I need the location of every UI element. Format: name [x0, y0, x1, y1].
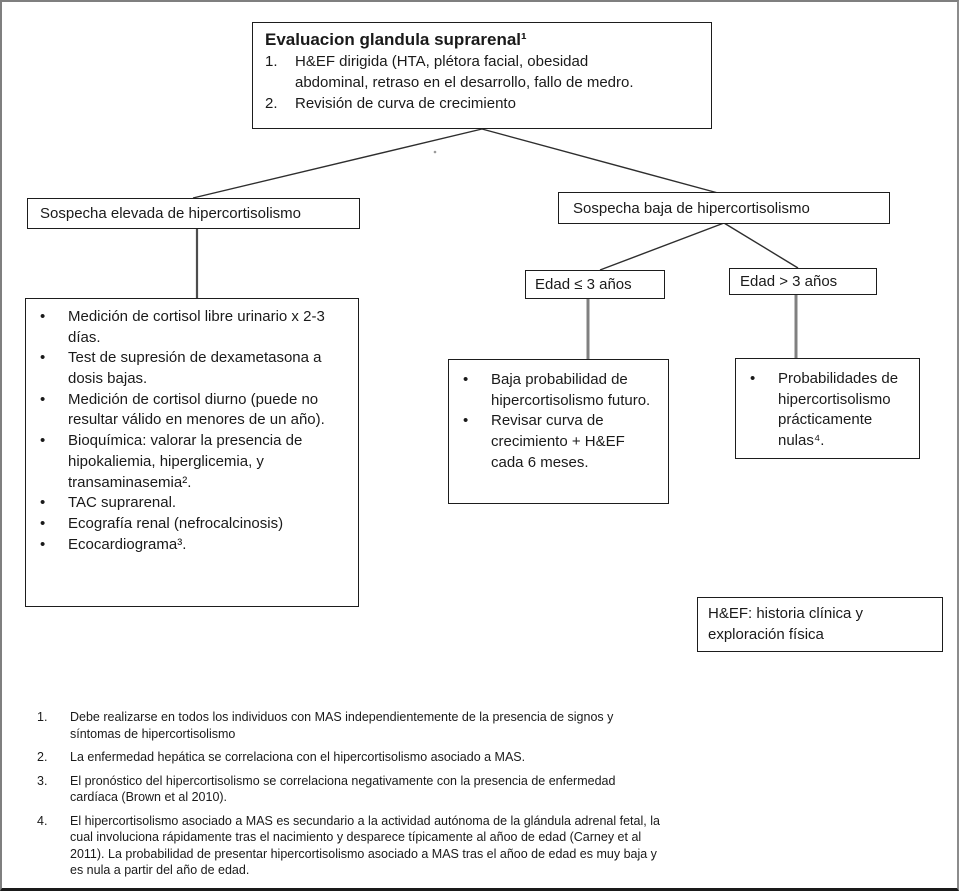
- branch-high-suspicion-box: [27, 198, 360, 229]
- branch-low-suspicion-box: [558, 192, 890, 224]
- age-le3-box: [525, 270, 665, 299]
- bullet-text: Medición de cortisol libre urinario x 2-3 días.: [68, 308, 325, 346]
- bullet-marker: •: [40, 432, 46, 450]
- bullet-item: [40, 493, 352, 514]
- branch-high-label: Sospecha elevada de hipercortisolismo: [40, 205, 301, 222]
- root-box: [252, 22, 712, 129]
- stray-speck: [434, 151, 437, 154]
- bullet-marker: •: [40, 349, 46, 367]
- list-item-number: 2.: [265, 94, 278, 112]
- bullet-item: [40, 431, 352, 493]
- bullet-item: [463, 370, 662, 411]
- footnote-text: Debe realizarse en todos los individuos con MAS independientemente de la presencia de signos y síntomas de hipercortisolismo: [70, 710, 614, 741]
- age-gt3-box: [729, 268, 877, 295]
- root-box-list: [265, 52, 701, 114]
- footnote-number: 3.: [37, 773, 48, 788]
- abbreviation-legend-text: H&EF: historia clínica y exploración física: [708, 605, 864, 643]
- connector-root-to-low: [482, 129, 718, 193]
- bullet-item: [40, 390, 352, 431]
- connector-low-to-age-le3: [600, 223, 724, 270]
- bullet-marker: •: [750, 370, 756, 387]
- list-item: [265, 94, 701, 115]
- bullet-marker: •: [463, 412, 469, 430]
- le3-plan-box: [448, 359, 669, 504]
- bullet-item: [750, 369, 913, 452]
- connector-root-to-high: [193, 129, 482, 198]
- bullet-text: Ecocardiograma³.: [68, 535, 187, 553]
- bullet-text: Medición de cortisol diurno (puede no resultar válido en menores de un año).: [68, 390, 325, 429]
- bullet-marker: •: [40, 494, 46, 512]
- age-le3-label: Edad ≤ 3 años: [535, 276, 632, 293]
- age-gt3-label: Edad > 3 años: [740, 273, 838, 290]
- bullet-item: [463, 411, 662, 473]
- bullet-marker: •: [40, 535, 46, 553]
- footnote-text: El pronóstico del hipercortisolismo se correlaciona negativamente con la presencia de enfermedad cardíaca (Brown et al 2010).: [70, 773, 616, 804]
- bullet-text: Revisar curva de crecimiento + H&EF cada 6 meses.: [491, 412, 625, 471]
- footnote-text: El hipercortisolismo asociado a MAS es secundario a la actividad autónoma de la glándula adrenal fetal, la cual involuciona rápidamente tras el nacimiento y desparece típicamente al añoo de edad (Carney et al 2011). La probabilidad de presentar hipercortisolismo asociado a MAS tras el añoo de edad es muy baja y es nula a partir del año de edad.: [70, 813, 660, 877]
- branch-low-label: Sospecha baja de hipercortisolismo: [573, 199, 810, 217]
- list-item-text: Revisión de curva de crecimiento: [295, 94, 516, 112]
- footnote-item: [37, 773, 667, 806]
- abbreviation-legend-box: [697, 597, 943, 652]
- list-item: [265, 52, 701, 93]
- bullet-marker: •: [40, 308, 46, 325]
- footnote-number: 1.: [37, 710, 48, 724]
- bullet-marker: •: [40, 390, 46, 408]
- bullet-text: Test de supresión de dexametasona a dosis bajas.: [68, 349, 322, 388]
- bullet-text: TAC suprarenal.: [68, 494, 177, 512]
- footnotes: [37, 709, 667, 886]
- footnote-item: [37, 749, 667, 766]
- footnote-item: [37, 709, 667, 742]
- root-box-title: Evaluacion glandula suprarenal¹: [265, 30, 527, 49]
- bullet-text: Ecografía renal (nefrocalcinosis): [68, 514, 284, 532]
- bullet-marker: •: [40, 514, 46, 532]
- list-item-text: H&EF dirigida (HTA, plétora facial, obesidad abdominal, retraso en el desarrollo, fallo de medro.: [295, 53, 634, 91]
- bullet-item: [40, 307, 352, 348]
- footnote-number: 4.: [37, 813, 48, 828]
- high-workup-box: [25, 298, 359, 607]
- list-item-number: 1.: [265, 53, 278, 71]
- connector-low-to-age-gt3: [724, 223, 798, 268]
- bullet-text: Probabilidades de hipercortisolismo prácticamente nulas⁴.: [778, 370, 899, 450]
- footnote-text: La enfermedad hepática se correlaciona con el hipercortisolismo asociado a MAS.: [70, 750, 526, 764]
- footnote-item: [37, 813, 667, 879]
- bullet-item: [40, 535, 352, 556]
- footnote-number: 2.: [37, 750, 48, 764]
- gt3-plan-box: [735, 358, 920, 459]
- bullet-item: [40, 348, 352, 389]
- bullet-marker: •: [463, 371, 469, 388]
- bullet-item: [40, 514, 352, 535]
- bullet-text: Baja probabilidad de hipercortisolismo futuro.: [491, 371, 651, 409]
- bullet-text: Bioquímica: valorar la presencia de hipokaliemia, hiperglicemia, y transaminasemia².: [68, 432, 303, 491]
